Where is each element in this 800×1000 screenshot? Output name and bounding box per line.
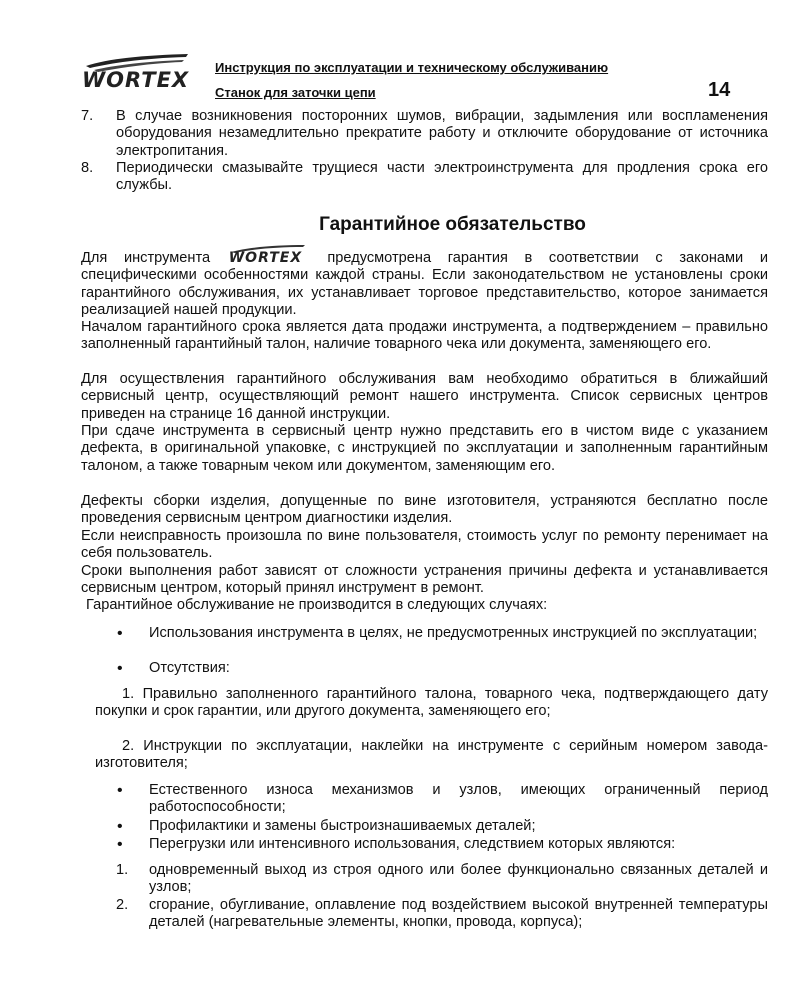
warranty-paragraph: Гарантийное обслуживание не производится в следующих случаях: [86,597,548,613]
warranty-paragraph: Если неисправность произошла по вине пользователя, стоимость услуг по ремонту перенимает на себя пользователь. [81,528,768,562]
paragraph-text: Для инструмента [81,250,211,266]
sub-list-item [95,686,768,721]
list-item: Естественного износа механизмов и узлов, имеющих ограниченный период работоспособности; [149,782,768,816]
list-item: одновременный выход из строя одного или более функционально связанных деталей и узлов; [149,862,768,896]
paragraph-text: предусмотрена гарантия в соответствии с законами и специфическими особенностями каждой страны. Если законодательством не установлены сроки гарантийного обслуживания, их устанавливает торговое представительство, которое занимается реализацией нашей продукции. [81,250,768,318]
warranty-paragraph [81,250,768,319]
warranty-paragraph: Для осуществления гарантийного обслуживания вам необходимо обратиться в ближайший сервисный центр, осуществляющий ремонт нашего инструмента. Список сервисных центров приведен на странице 16 данной инструкции. [81,371,768,422]
page-number: 14 [708,79,731,101]
list-number: 8. [81,160,94,176]
bullet-icon: • [117,625,123,642]
inline-wortex-logo [229,250,309,267]
bullet-icon: • [117,660,123,677]
list-number: 1. [122,686,135,702]
bullet-icon: • [117,836,123,853]
warranty-paragraph: Дефекты сборки изделия, допущенные по вине изготовителя, устраняются бесплатно после проведения сервисным центром диагностики изделия. [81,493,768,527]
list-item: Периодически смазывайте трущиеся части электроинструмента для продления срока его службы. [116,160,768,194]
sub-list-item [95,738,768,773]
warranty-paragraph: Сроки выполнения работ зависят от сложности устранения причины дефекта и устанавливается сервисным центром, который принял инструмент в ремонт. [81,563,768,597]
bullet-icon: • [117,818,123,835]
list-number: 2. [116,897,129,913]
list-item-text: Правильно заполненного гарантийного талона, товарного чека, подтверждающего дату покупки и срок гарантии, или другого документа, заменяющего его; [95,686,768,720]
wortex-logo [80,52,200,94]
list-number: 2. [122,738,135,754]
list-number: 7. [81,108,94,124]
list-item: В случае возникновения посторонних шумов, вибрации, задымления или воспламенения оборудования незамедлительно прекратите работу и отключите оборудование от источника электропитания. [116,108,768,159]
section-title: Гарантийное обязательство [319,214,586,235]
list-item: Использования инструмента в целях, не предусмотренных инструкцией по эксплуатации; [149,625,758,641]
document-subtitle: Станок для заточки цепи [215,85,376,100]
warranty-paragraph: Началом гарантийного срока является дата продажи инструмента, а подтверждением – правильно заполненный гарантийный талон, наличие товарного чека или документа, заменяющего его. [81,319,768,353]
list-item: Отсутствия: [149,660,230,676]
list-number: 1. [116,862,129,878]
document-title: Инструкция по эксплуатации и техническому обслуживанию [215,60,609,75]
list-item: Профилактики и замены быстроизнашиваемых деталей; [149,818,536,834]
warranty-paragraph: При сдаче инструмента в сервисный центр нужно представить его в чистом виде с указанием дефекта, в оригинальной упаковке, с инструкцией по эксплуатации и заполненным гарантийным талоном, а также товарным чеком или документом, заменяющим его. [81,423,768,474]
list-item-text: Инструкции по эксплуатации, наклейки на инструменте с серийным номером завода-изготовителя; [95,738,768,772]
list-item: Перегрузки или интенсивного использования, следствием которых являются: [149,836,676,852]
logo-text: WORTEX [228,250,303,266]
bullet-icon: • [117,782,123,799]
logo-text: WORTEX [82,68,190,92]
list-item: сгорание, обугливание, оплавление под воздействием высокой внутренней температуры деталей (нагревательные элементы, кнопки, провода, корпуса); [149,897,768,931]
